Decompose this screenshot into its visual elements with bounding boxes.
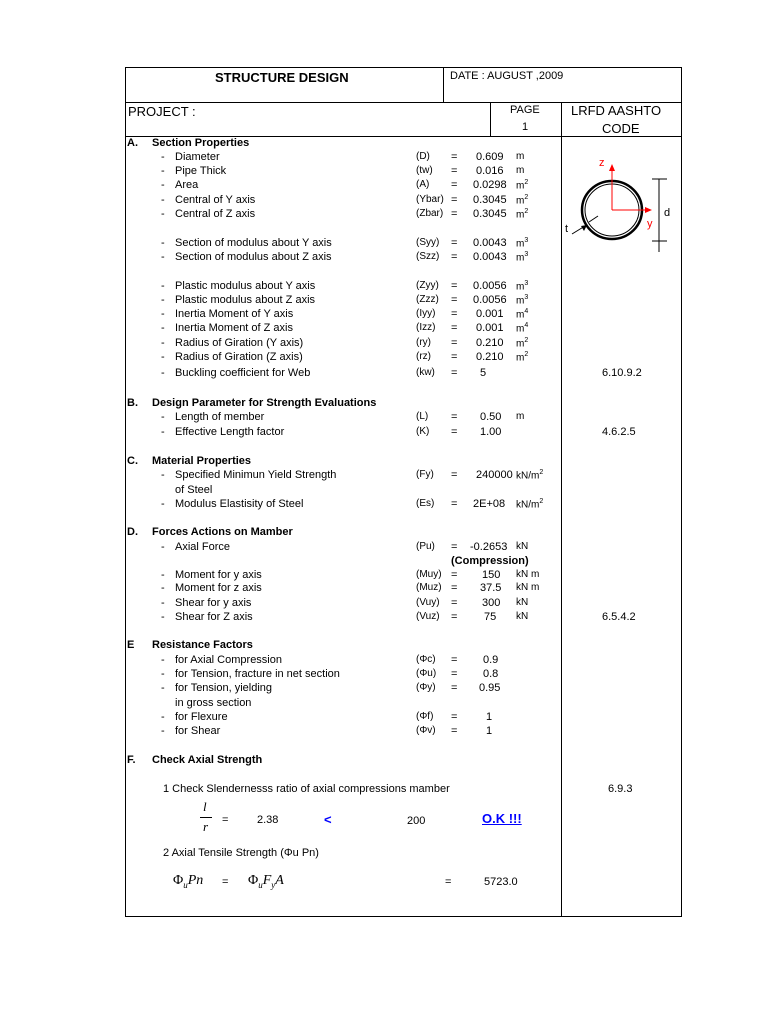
row-equals: = (451, 251, 458, 263)
row-dash: - (161, 668, 165, 680)
row-symbol: (Φv) (416, 725, 436, 736)
row-symbol: (Zyy) (416, 280, 439, 291)
row-label: Modulus Elastisity of Steel (175, 498, 304, 510)
row-dash: - (161, 469, 165, 481)
row-unit-text: m (516, 323, 525, 335)
row-label: Radius of Giration (Z axis) (175, 351, 303, 363)
row-unit-text: m (516, 195, 525, 207)
row-equals: = (451, 426, 458, 438)
code-line1: LRFD AASHTO (571, 103, 662, 118)
a-symbol: A (275, 873, 284, 888)
row-value: 0.0056 (473, 294, 507, 306)
row-equals: = (451, 541, 458, 553)
ratio-value: 2.38 (257, 814, 279, 826)
frame-left (125, 67, 126, 917)
row-equals: = (451, 308, 458, 320)
row-dash: - (161, 237, 165, 249)
row-unit (516, 498, 543, 510)
check-item-2: 2 Axial Tensile Strength (Φu Pn) (163, 847, 319, 859)
row-value: 0.9 (483, 654, 499, 666)
row-dash: - (161, 682, 165, 694)
ratio-equals: = (222, 814, 229, 826)
row-label: Moment for z axis (175, 582, 262, 594)
row-symbol: (Szz) (416, 251, 440, 262)
row-unit (516, 322, 528, 334)
pn-symbol: Pn (187, 873, 204, 888)
row-label: for Axial Compression (175, 654, 282, 666)
row-value: 0.50 (480, 411, 502, 423)
row-dash: - (161, 151, 165, 163)
row-dash: - (161, 280, 165, 292)
row-dash: - (161, 498, 165, 510)
row-unit (516, 251, 528, 263)
row-symbol: (Izz) (416, 322, 436, 333)
row-symbol: (Muy) (416, 569, 442, 580)
row-symbol: (Syy) (416, 237, 440, 248)
row-value: 0.3045 (473, 208, 507, 220)
section-d-letter: D. (127, 526, 138, 538)
row-dash: - (161, 426, 165, 438)
row-equals: = (451, 711, 458, 723)
row-label: in gross section (175, 697, 252, 709)
row-unit (516, 208, 528, 220)
row-label: Axial Force (175, 541, 231, 553)
row-unit (516, 469, 543, 481)
diagram-y-label: y (647, 218, 653, 230)
row-label: Plastic modulus about Y axis (175, 280, 316, 292)
phi-subscript: u (183, 879, 188, 890)
row-code-reference: 4.6.2.5 (602, 426, 636, 438)
project-label: PROJECT : (128, 104, 196, 119)
row-unit-exponent: 2 (524, 194, 529, 201)
row-symbol: (A) (416, 179, 430, 190)
row-unit-exponent: 4 (524, 308, 529, 315)
row-unit (516, 165, 524, 176)
row-dash: - (161, 654, 165, 666)
row-symbol: (Es) (416, 498, 435, 509)
row-value: 0.0043 (473, 237, 507, 249)
row-symbol: (Zzz) (416, 294, 439, 305)
section-f-title: Check Axial Strength (152, 754, 263, 766)
row-label: Inertia Moment of Z axis (175, 322, 293, 334)
row-equals: = (451, 569, 458, 581)
phi-symbol: Φ (173, 873, 184, 888)
row-unit-text: m (516, 252, 525, 264)
row-symbol: (Φc) (416, 654, 436, 665)
row-dash: - (161, 711, 165, 723)
row-dash: - (161, 337, 165, 349)
row-unit-exponent: 3 (524, 237, 529, 244)
row-unit (516, 237, 528, 249)
row-label: Section of modulus about Z axis (175, 251, 332, 263)
row-unit-text: kN (516, 541, 529, 552)
row-symbol: (tw) (416, 165, 433, 176)
date-label: DATE : AUGUST ,2009 (450, 70, 564, 82)
section-a-title: Section Properties (152, 137, 250, 149)
phi-symbol-right: Φ (248, 873, 259, 888)
row-value: 150 (482, 569, 501, 581)
row-equals: = (451, 725, 458, 737)
formula-right (248, 873, 284, 890)
row-unit (516, 194, 528, 206)
row-unit-text: m (516, 295, 525, 307)
row-unit-exponent: 2 (524, 179, 529, 186)
check-item-1-ref: 6.9.3 (608, 783, 633, 795)
code-line2: CODE (602, 121, 640, 136)
row-value: 0.8 (483, 668, 499, 680)
section-e-letter: E (127, 639, 135, 651)
row-value: 0.609 (476, 151, 504, 163)
row-dash: - (161, 597, 165, 609)
page-number: 1 (522, 121, 529, 133)
row-dash: - (161, 725, 165, 737)
row-dash: - (161, 194, 165, 206)
row-unit (516, 569, 539, 580)
row-label: Shear for Z axis (175, 611, 253, 623)
section-c-letter: C. (127, 455, 138, 467)
row-value: 240000 (476, 469, 513, 481)
row-label: Diameter (175, 151, 220, 163)
row-unit-exponent: 2 (524, 337, 529, 344)
ok-status: O.K !!! (482, 811, 522, 826)
row-unit-exponent: 3 (524, 280, 529, 287)
row-label: Central of Y axis (175, 194, 256, 206)
row-equals: = (451, 280, 458, 292)
row-equals: = (451, 337, 458, 349)
row-unit-text: m (516, 352, 525, 364)
section-c-title: Material Properties (152, 455, 252, 467)
row-unit-text: kN m (516, 569, 540, 580)
frame-right (681, 67, 682, 917)
row-symbol: (Φf) (416, 711, 434, 722)
section-f-letter: F. (127, 754, 136, 766)
row-unit-exponent: 3 (524, 251, 529, 258)
row-equals: = (451, 668, 458, 680)
row-value: 0.001 (476, 308, 504, 320)
section-a-letter: A. (127, 137, 138, 149)
row-unit (516, 597, 528, 608)
row-equals: = (451, 469, 458, 481)
row-unit (516, 351, 528, 363)
date-divider (443, 67, 444, 103)
row-dash: - (161, 541, 165, 553)
row-unit-text: m (516, 309, 525, 321)
ratio-denominator: r (203, 819, 209, 834)
row-equals: = (451, 498, 458, 510)
row-value: 2E+08 (473, 498, 506, 510)
row-unit-exponent: 2 (524, 351, 529, 358)
row-equals: = (451, 597, 458, 609)
ratio-numerator: l (203, 799, 207, 814)
f-subscript: y (271, 879, 276, 890)
row-label: Area (175, 179, 199, 191)
row-equals: = (451, 194, 458, 206)
row-unit (516, 308, 528, 320)
row-dash: - (161, 308, 165, 320)
row-value: 0.0043 (473, 251, 507, 263)
row-symbol: (Zbar) (416, 208, 444, 219)
row-symbol: (K) (416, 426, 430, 437)
pipe-section-diagram (562, 152, 680, 257)
row-dash: - (161, 611, 165, 623)
row-symbol: (L) (416, 411, 429, 422)
row-equals: = (451, 411, 458, 423)
row-symbol: (Muz) (416, 582, 442, 593)
row-dash: - (161, 322, 165, 334)
row-label: for Tension, fracture in net section (175, 668, 340, 680)
row-code-reference: 6.10.9.2 (602, 367, 642, 379)
row-unit (516, 541, 528, 552)
row-value: 0.0056 (473, 280, 507, 292)
row-unit-text: kN/m (516, 499, 540, 511)
row-unit-exponent: 2 (524, 208, 529, 215)
row-value: 0.3045 (473, 194, 507, 206)
row-dash: - (161, 411, 165, 423)
row-unit-text: m (516, 151, 525, 162)
row-symbol: (D) (416, 151, 430, 162)
row-label: Effective Length factor (175, 426, 285, 438)
row-symbol: (kw) (416, 367, 435, 378)
slenderness-limit: 200 (407, 815, 426, 827)
row-unit (516, 151, 524, 162)
tensile-strength-result: 5723.0 (484, 876, 518, 888)
row-value: -0.2653 (470, 541, 508, 553)
row-value: 1.00 (480, 426, 502, 438)
frame-bottom (125, 916, 682, 917)
result-equals: = (445, 876, 452, 888)
row-value: (Compression) (451, 555, 529, 567)
page-label: PAGE (510, 104, 540, 116)
row-unit-text: kN (516, 611, 529, 622)
row-symbol: (Ybar) (416, 194, 444, 205)
row-value: 0.001 (476, 322, 504, 334)
row-label: Section of modulus about Y axis (175, 237, 332, 249)
row-dash: - (161, 367, 165, 379)
row-symbol: (Iyy) (416, 308, 436, 319)
row-value: 300 (482, 597, 501, 609)
ratio-fraction-bar (200, 817, 212, 818)
row-symbol: (ry) (416, 337, 431, 348)
row-unit-exponent: 2 (539, 498, 544, 505)
row-unit-exponent: 4 (524, 322, 529, 329)
row-unit-text: m (516, 411, 525, 422)
row-dash: - (161, 179, 165, 191)
row-label: Buckling coefficient for Web (175, 367, 311, 379)
row-label: Moment for y axis (175, 569, 262, 581)
section-d-title: Forces Actions on Mamber (152, 526, 293, 538)
row-dash: - (161, 351, 165, 363)
section-e-title: Resistance Factors (152, 639, 253, 651)
row-unit-text: m (516, 338, 525, 350)
row-symbol: (Φy) (416, 682, 436, 693)
row-label: for Tension, yielding (175, 682, 273, 694)
row-equals: = (451, 151, 458, 163)
row-unit-text: m (516, 165, 525, 176)
row-value: 75 (484, 611, 497, 623)
row-code-reference: 6.5.4.2 (602, 611, 636, 623)
row-label: Plastic modulus about Z axis (175, 294, 316, 306)
formula-equals: = (222, 876, 229, 888)
row-equals: = (451, 165, 458, 177)
row-symbol: (rz) (416, 351, 431, 362)
row-unit-exponent: 3 (524, 294, 529, 301)
section-b-letter: B. (127, 397, 138, 409)
row-label: of Steel (175, 484, 213, 496)
row-label: Central of Z axis (175, 208, 256, 220)
row-unit-text: kN m (516, 582, 540, 593)
row-symbol: (Vuy) (416, 597, 440, 608)
row-symbol: (Pu) (416, 541, 435, 552)
row-label: Length of member (175, 411, 265, 423)
document-title: STRUCTURE DESIGN (215, 70, 349, 85)
row-symbol: (Vuz) (416, 611, 440, 622)
row-value: 0.95 (479, 682, 501, 694)
row-value: 0.210 (476, 351, 504, 363)
row-equals: = (451, 322, 458, 334)
row-label: for Shear (175, 725, 221, 737)
row-unit-text: m (516, 238, 525, 250)
row-value: 0.210 (476, 337, 504, 349)
row-label: Radius of Giration (Y axis) (175, 337, 304, 349)
row-dash: - (161, 165, 165, 177)
row-equals: = (451, 682, 458, 694)
row-equals: = (451, 351, 458, 363)
diagram-z-label: z (599, 157, 605, 169)
row-unit-text: m (516, 209, 525, 221)
row-equals: = (451, 611, 458, 623)
row-unit (516, 582, 539, 593)
row-label: for Flexure (175, 711, 228, 723)
row-unit (516, 611, 528, 622)
row-value: 5 (480, 367, 487, 379)
row-dash: - (161, 208, 165, 220)
row-value: 1 (486, 711, 493, 723)
formula-left (173, 873, 203, 890)
row-value: 1 (486, 725, 493, 737)
row-equals: = (451, 294, 458, 306)
row-dash: - (161, 569, 165, 581)
row-value: 0.0298 (473, 179, 507, 191)
frame-top (125, 67, 682, 68)
row-unit (516, 280, 528, 292)
row-unit (516, 337, 528, 349)
row-unit (516, 411, 524, 422)
row-equals: = (451, 582, 458, 594)
diagram-d-label: d (664, 207, 671, 219)
row-equals: = (451, 179, 458, 191)
row-value: 0.016 (476, 165, 504, 177)
row-unit-text: m (516, 180, 525, 192)
row-equals: = (451, 237, 458, 249)
less-than-sign: < (324, 812, 332, 827)
row-unit-text: kN/m (516, 470, 540, 482)
row-unit-text: kN (516, 597, 529, 608)
row-equals: = (451, 367, 458, 379)
diagram-t-label: t (565, 223, 569, 235)
row-value: 37.5 (480, 582, 502, 594)
page-divider-left (490, 102, 491, 137)
row-dash: - (161, 582, 165, 594)
row-unit (516, 294, 528, 306)
row-label: Specified Minimun Yield Strength (175, 469, 337, 481)
row-symbol: (Φu) (416, 668, 437, 679)
check-item-1: 1 Check Slendernesss ratio of axial compressions mamber (163, 783, 450, 795)
row-unit-text: m (516, 281, 525, 293)
section-b-title: Design Parameter for Strength Evaluations (152, 397, 377, 409)
f-symbol: F (262, 873, 272, 888)
row-unit (516, 179, 528, 191)
row-dash: - (161, 294, 165, 306)
phi-subscript-right: u (258, 879, 263, 890)
row-dash: - (161, 251, 165, 263)
row-label: Shear for y axis (175, 597, 252, 609)
row-equals: = (451, 208, 458, 220)
row-label: Pipe Thick (175, 165, 227, 177)
row-symbol: (Fy) (416, 469, 434, 480)
row-unit-exponent: 2 (539, 469, 544, 476)
row-label: Inertia Moment of Y axis (175, 308, 294, 320)
row-equals: = (451, 654, 458, 666)
